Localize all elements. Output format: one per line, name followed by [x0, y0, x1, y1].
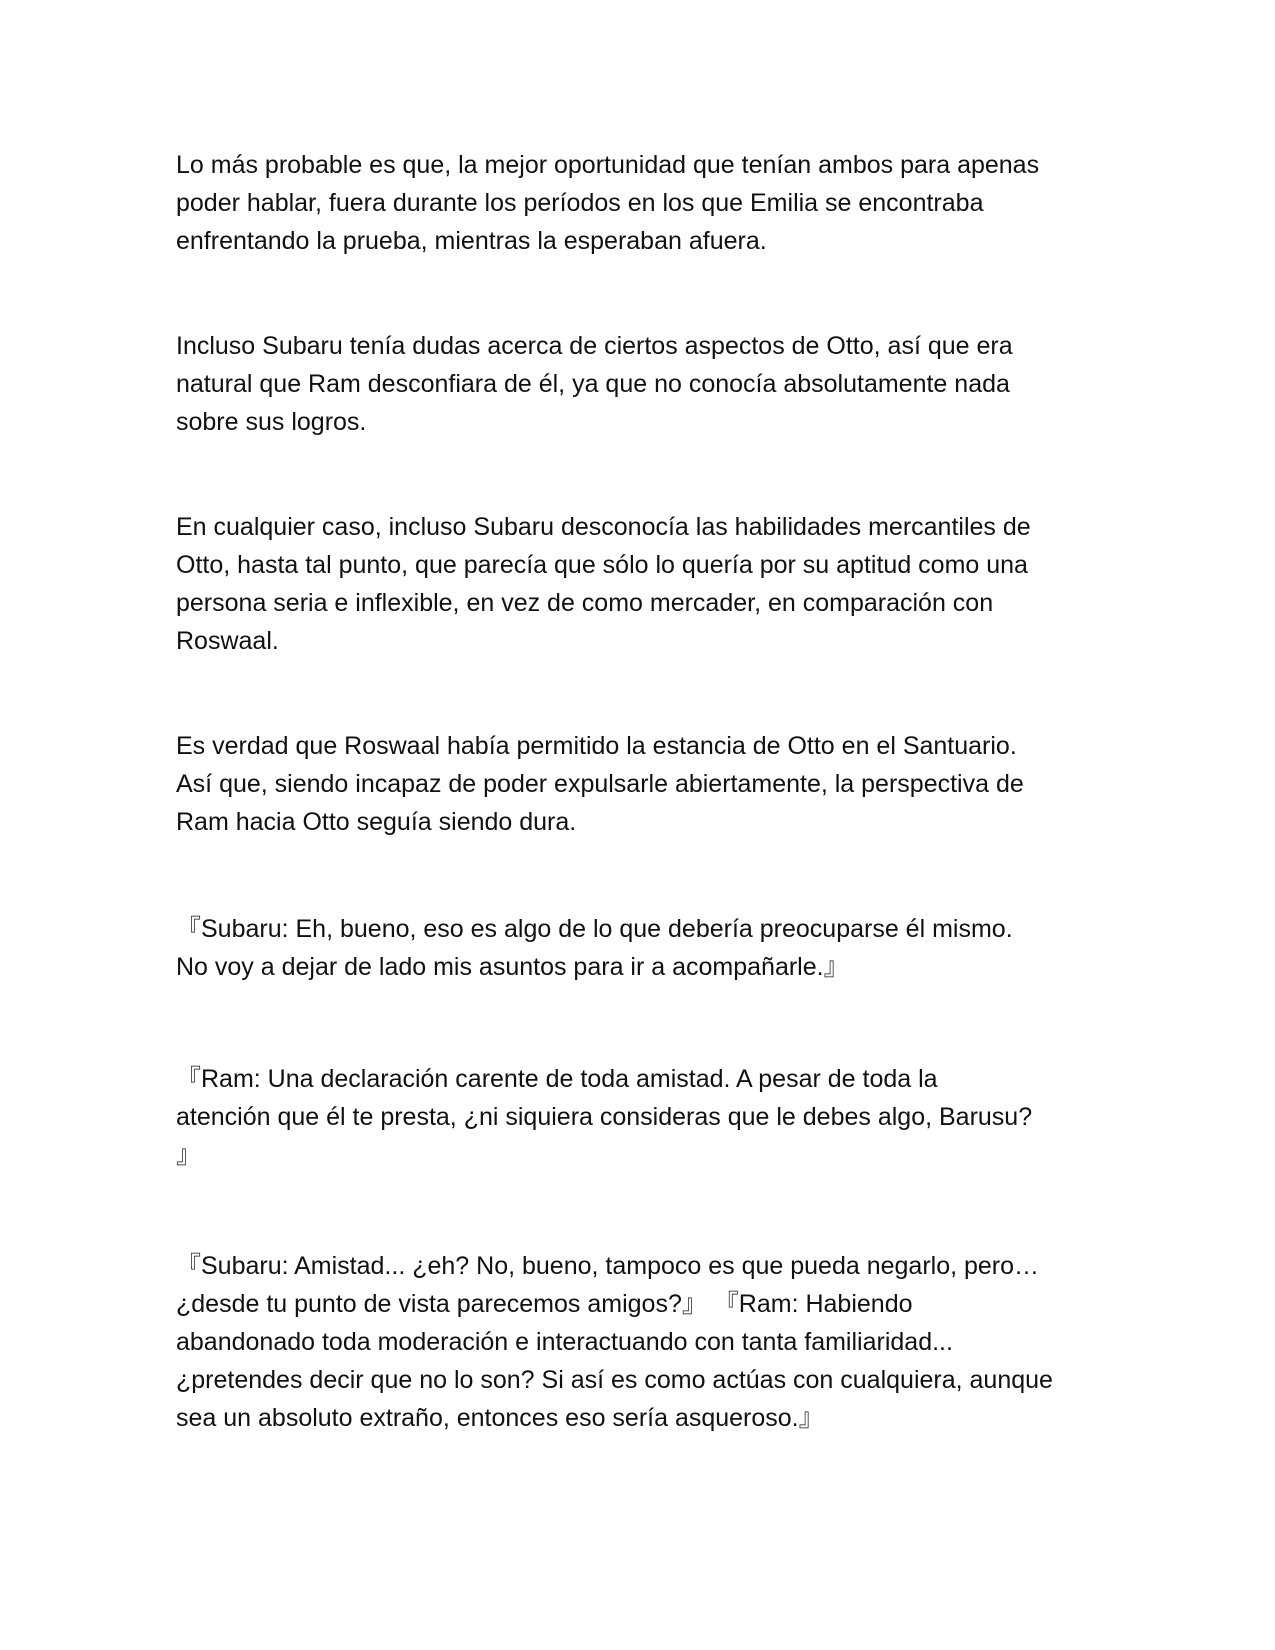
text-line: poder hablar, fuera durante los períodos en los que Emilia se encontraba	[176, 189, 984, 217]
dialogue-2	[176, 1060, 1096, 1174]
text-line: 』	[176, 1141, 202, 1169]
dialogue-1	[176, 910, 1096, 986]
text-line: atención que él te presta, ¿ni siquiera consideras que le debes algo, Barusu?	[176, 1103, 1033, 1131]
text-line: persona seria e inflexible, en vez de como mercader, en comparación con	[176, 589, 994, 617]
paragraph-2	[176, 327, 1096, 441]
text-line: Roswaal.	[176, 627, 279, 655]
text-line: natural que Ram desconfiara de él, ya que no conocía absolutamente nada	[176, 370, 1010, 398]
text-line: Es verdad que Roswaal había permitido la estancia de Otto en el Santuario.	[176, 732, 1017, 760]
text-line: 『Ram: Una declaración carente de toda amistad. A pesar de toda la	[176, 1065, 938, 1093]
text-line: Incluso Subaru tenía dudas acerca de ciertos aspectos de Otto, así que era	[176, 332, 1013, 360]
paragraph-4	[176, 727, 1096, 841]
text-line: 『Subaru: Eh, bueno, eso es algo de lo que debería preocuparse él mismo.	[176, 915, 1013, 943]
paragraph-3	[176, 508, 1096, 660]
text-line: enfrentando la prueba, mientras la esperaban afuera.	[176, 227, 767, 255]
paragraph-1	[176, 146, 1096, 260]
text-line: sea un absoluto extraño, entonces eso sería asqueroso.』	[176, 1404, 824, 1432]
text-line: 『Subaru: Amistad... ¿eh? No, bueno, tampoco es que pueda negarlo, pero…	[176, 1252, 1040, 1280]
text-line: Así que, siendo incapaz de poder expulsarle abiertamente, la perspectiva de	[176, 770, 1024, 798]
text-line: Lo más probable es que, la mejor oportunidad que tenían ambos para apenas	[176, 151, 1040, 179]
text-line: abandonado toda moderación e interactuando con tanta familiaridad...	[176, 1328, 953, 1356]
text-line: No voy a dejar de lado mis asuntos para ir a acompañarle.』	[176, 953, 849, 981]
text-line: En cualquier caso, incluso Subaru desconocía las habilidades mercantiles de	[176, 513, 1031, 541]
text-line: ¿desde tu punto de vista parecemos amigos?』 『Ram: Habiendo	[176, 1290, 913, 1318]
text-line: Otto, hasta tal punto, que parecía que sólo lo quería por su aptitud como una	[176, 551, 1028, 579]
text-line: ¿pretendes decir que no lo son? Si así es como actúas con cualquiera, aunque	[176, 1366, 1053, 1394]
dialogue-3	[176, 1247, 1096, 1437]
text-line: Ram hacia Otto seguía siendo dura.	[176, 808, 577, 836]
text-line: sobre sus logros.	[176, 408, 367, 436]
